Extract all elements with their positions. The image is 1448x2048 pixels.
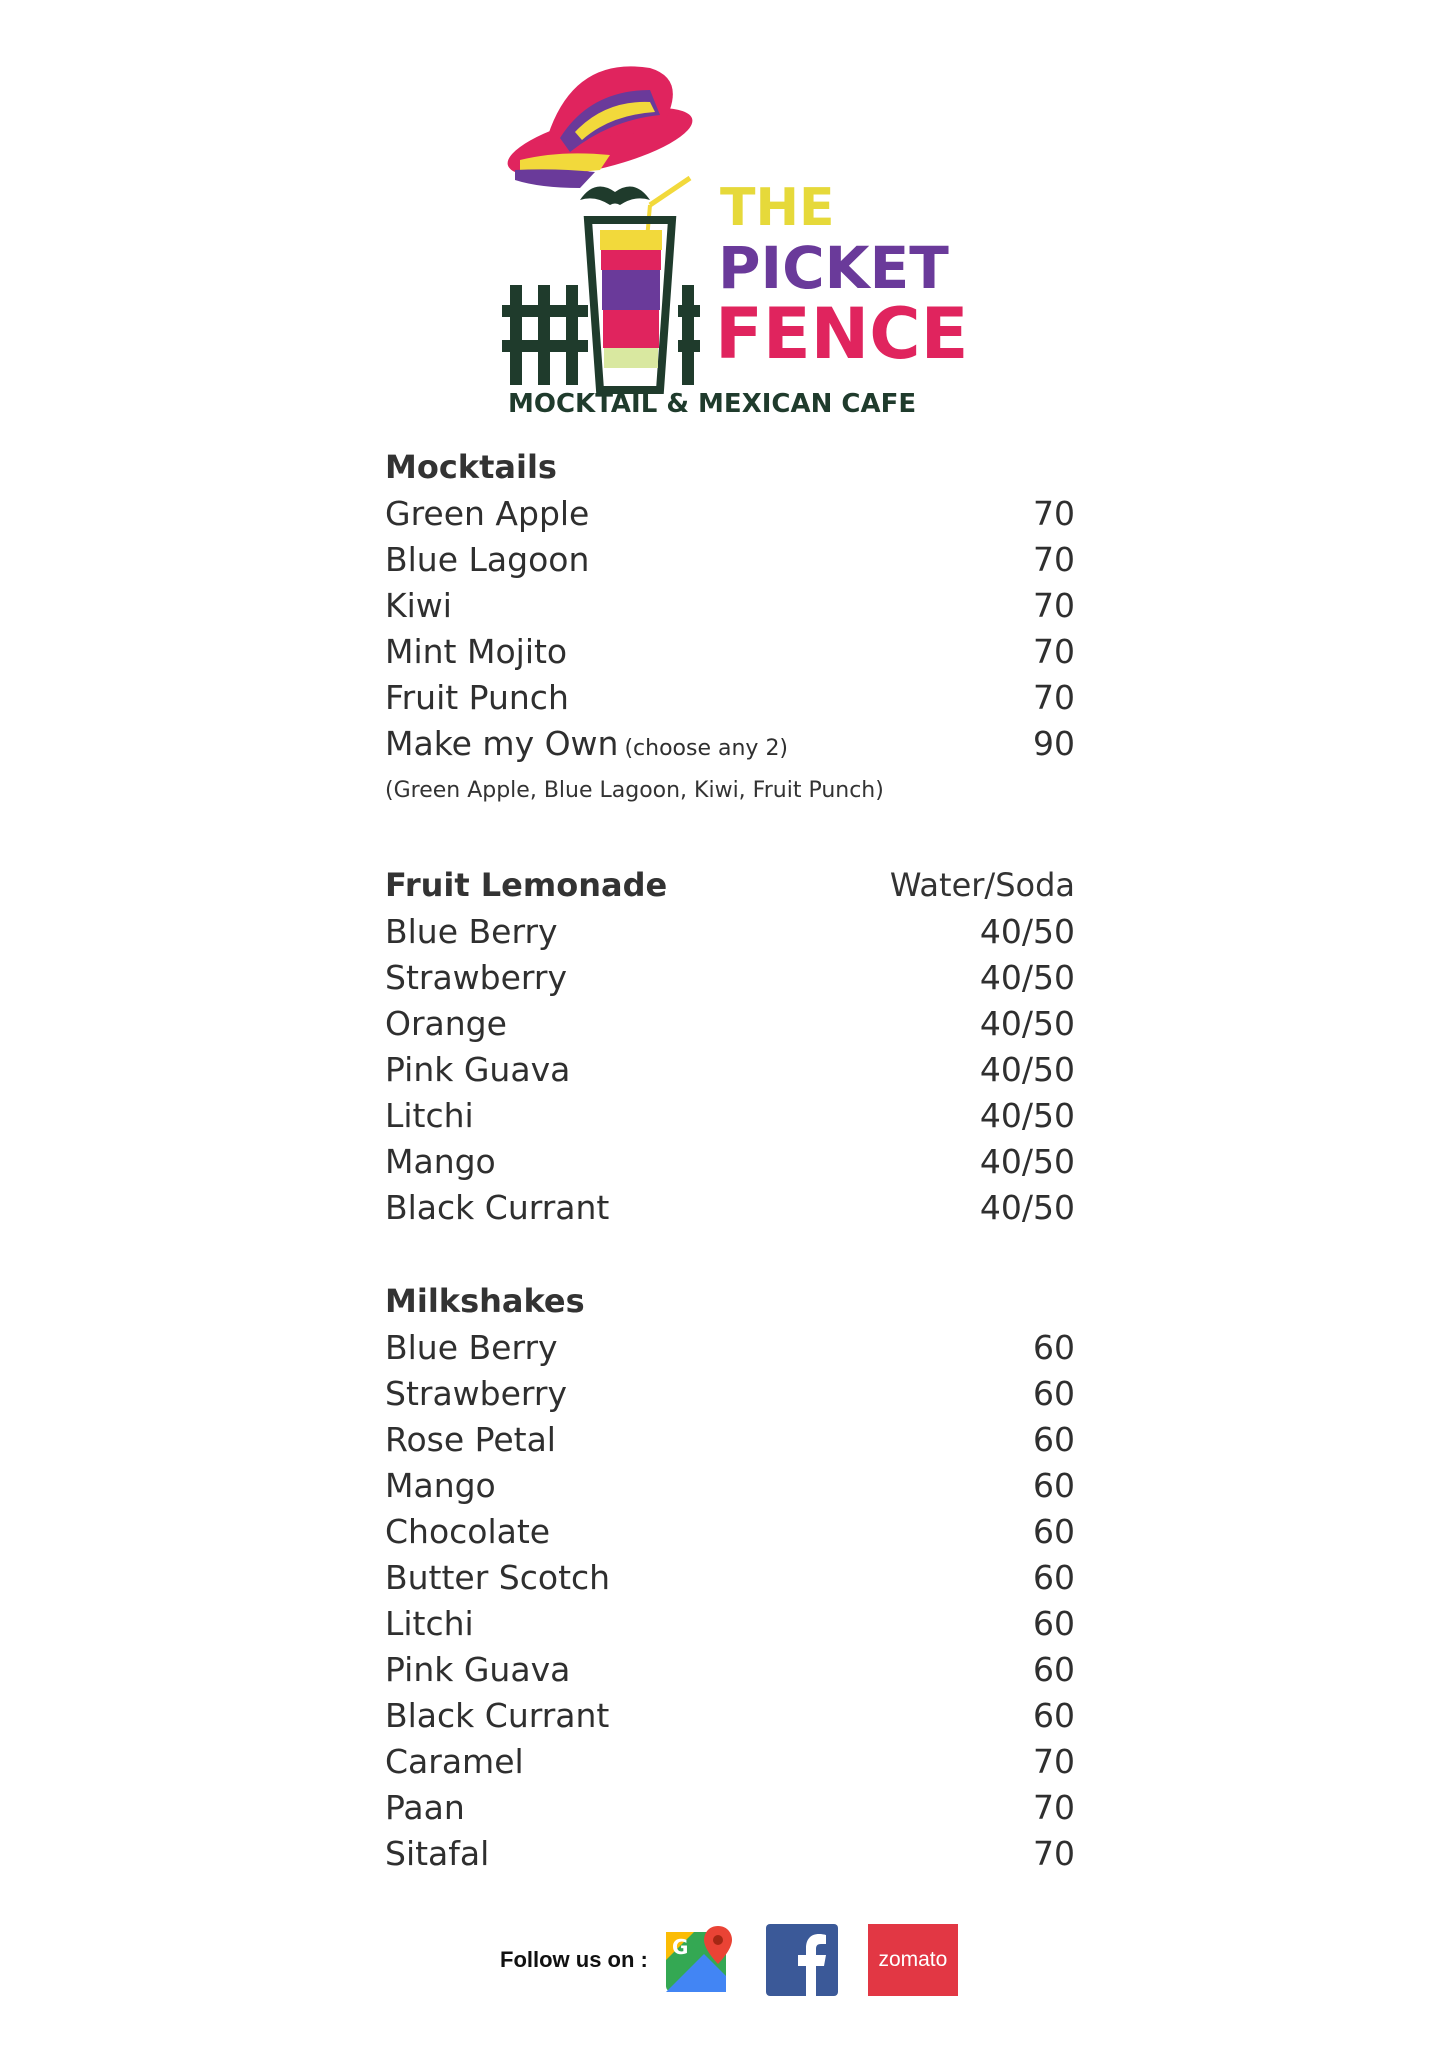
item-name: Mint Mojito	[385, 632, 568, 671]
item-price: 40/50	[979, 958, 1075, 997]
item-price: 60	[1033, 1328, 1075, 1367]
item-price: 40/50	[979, 1188, 1075, 1227]
item-price: 60	[1033, 1558, 1075, 1597]
item-price: 90	[1033, 724, 1075, 763]
menu-item	[385, 1788, 1075, 1834]
menu-item	[385, 1004, 1075, 1050]
item-price: 60	[1033, 1420, 1075, 1459]
menu-item	[385, 494, 1075, 540]
item-name: Green Apple	[385, 494, 590, 533]
glass-icon	[588, 220, 672, 390]
section-title: Mocktails	[385, 448, 557, 486]
item-price: 70	[1033, 678, 1075, 717]
menu-item	[385, 1696, 1075, 1742]
item-note: (Green Apple, Blue Lagoon, Kiwi, Fruit Punch)	[385, 778, 884, 803]
section-header	[385, 866, 1075, 912]
item-price: 40/50	[979, 912, 1075, 951]
follow-us-bar	[500, 1924, 958, 1996]
menu-item	[385, 1142, 1075, 1188]
google-maps-icon[interactable]	[664, 1924, 736, 1996]
item-name: Make my Own	[385, 724, 619, 763]
menu-item	[385, 1512, 1075, 1558]
item-price: 40/50	[979, 1096, 1075, 1135]
item-price: 70	[1033, 586, 1075, 625]
item-price: 70	[1033, 1788, 1075, 1827]
item-name: Pink Guava	[385, 1650, 571, 1689]
item-name: Chocolate	[385, 1512, 551, 1551]
section-mocktails	[385, 448, 1075, 812]
item-name: Butter Scotch	[385, 1558, 611, 1597]
section-lemonade	[385, 866, 1075, 1234]
menu-item	[385, 540, 1075, 586]
item-price: 60	[1033, 1696, 1075, 1735]
menu	[385, 448, 1075, 1928]
menu-item	[385, 1834, 1075, 1880]
brand-tagline: MOCKTAIL & MEXICAN CAFE	[508, 389, 917, 419]
facebook-icon[interactable]	[766, 1924, 838, 1996]
menu-item	[385, 632, 1075, 678]
item-name: Caramel	[385, 1742, 524, 1781]
menu-item	[385, 1466, 1075, 1512]
menu-item	[385, 1604, 1075, 1650]
item-name-wrap	[385, 724, 788, 763]
item-name: Blue Berry	[385, 1328, 558, 1367]
menu-item	[385, 1558, 1075, 1604]
zomato-label: zomato	[878, 1948, 948, 1971]
item-name: Blue Lagoon	[385, 540, 590, 579]
item-name: Litchi	[385, 1604, 474, 1643]
menu-item	[385, 678, 1075, 724]
item-name: Blue Berry	[385, 912, 558, 951]
item-name: Strawberry	[385, 958, 567, 997]
section-header	[385, 1282, 1075, 1328]
item-name: Orange	[385, 1004, 507, 1043]
logo-graphic	[500, 60, 970, 430]
item-price: 70	[1033, 1742, 1075, 1781]
brand-line1: THE	[720, 178, 835, 238]
item-price: 70	[1033, 1834, 1075, 1873]
item-price: 60	[1033, 1604, 1075, 1643]
menu-item	[385, 1374, 1075, 1420]
section-title: Fruit Lemonade	[385, 866, 668, 904]
menu-item	[385, 1328, 1075, 1374]
menu-item	[385, 1050, 1075, 1096]
mustache-icon	[580, 187, 650, 205]
item-name: Strawberry	[385, 1374, 567, 1413]
cafe-logo	[500, 60, 970, 430]
menu-item	[385, 586, 1075, 632]
item-price: 60	[1033, 1650, 1075, 1689]
menu-item	[385, 958, 1075, 1004]
item-price: 70	[1033, 540, 1075, 579]
menu-item	[385, 1650, 1075, 1696]
item-name: Black Currant	[385, 1188, 610, 1227]
menu-item	[385, 1420, 1075, 1466]
section-header	[385, 448, 1075, 494]
item-name: Black Currant	[385, 1696, 610, 1735]
item-qualifier: (choose any 2)	[624, 736, 789, 761]
item-name: Paan	[385, 1788, 465, 1827]
item-name: Litchi	[385, 1096, 474, 1135]
section-milkshakes	[385, 1282, 1075, 1880]
item-name: Kiwi	[385, 586, 452, 625]
item-price: 40/50	[979, 1050, 1075, 1089]
item-name: Mango	[385, 1142, 496, 1181]
item-price: 40/50	[979, 1004, 1075, 1043]
brand-line2: PICKET	[718, 234, 949, 302]
column-header: Water/Soda	[889, 866, 1075, 904]
item-name: Mango	[385, 1466, 496, 1505]
item-name: Rose Petal	[385, 1420, 556, 1459]
svg-text:G: G	[671, 1935, 689, 1959]
section-title: Milkshakes	[385, 1282, 585, 1320]
item-name: Sitafal	[385, 1834, 490, 1873]
zomato-icon[interactable]	[868, 1924, 958, 1996]
item-price: 70	[1033, 632, 1075, 671]
item-name: Pink Guava	[385, 1050, 571, 1089]
menu-item	[385, 724, 1075, 770]
follow-label: Follow us on :	[500, 1947, 648, 1972]
brand-line3: FENCE	[715, 293, 969, 375]
menu-item	[385, 1188, 1075, 1234]
item-price: 40/50	[979, 1142, 1075, 1181]
item-price: 60	[1033, 1374, 1075, 1413]
item-name: Fruit Punch	[385, 678, 569, 717]
menu-item	[385, 912, 1075, 958]
item-price: 60	[1033, 1466, 1075, 1505]
item-price: 60	[1033, 1512, 1075, 1551]
menu-item	[385, 1096, 1075, 1142]
item-price: 70	[1033, 494, 1075, 533]
menu-item	[385, 1742, 1075, 1788]
sombrero-icon	[502, 66, 699, 190]
